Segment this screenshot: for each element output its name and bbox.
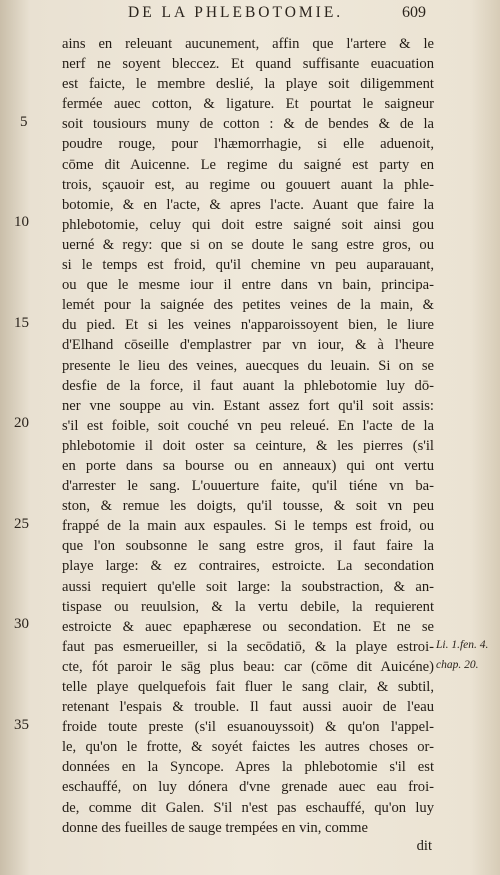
line-number: 10 (14, 214, 29, 230)
text-line: poudre rouge, pour l'hæmorrhagie, si elle aduenoit, (62, 136, 434, 153)
text-line: d'arrester le sang. L'ouuerture faite, qu'il tiéne vn ba- (62, 478, 434, 495)
line-number: 20 (14, 415, 29, 431)
running-head: DE LA PHLEBOTOMIE. (128, 4, 344, 21)
text-line: le, qu'on le frotte, & soyét faictes les autres choses or- (62, 739, 434, 756)
text-line: du pied. Et si les veines n'apparoissoyent bien, le liure (62, 317, 434, 334)
text-line: faut pas esmerueiller, si la secōdatiō, & la playe estroi- (62, 638, 434, 655)
text-line: presente le lieu des veines, auecques du leuain. Si on se (62, 357, 434, 374)
text-line: uerné & regy: que si on se doute le sang estre gros, ou (62, 236, 434, 253)
text-line: fermée auec cotton, & ligature. Et pourtat le saigneur (62, 96, 434, 113)
text-line: que l'on soubsonne le sang estre gros, il faut faire la (62, 538, 434, 555)
page-number: 609 (402, 4, 426, 21)
text-line: playe large: & ez contraires, estroicte. La secondation (62, 558, 434, 575)
text-line: retenant l'espais & trouble. Il faut aussi auoir de l'eau (62, 699, 434, 716)
text-line: estroicte & auec epaphæresе ou secondation. Et ne se (62, 618, 434, 635)
text-line: aussi requiert qu'elle soit large: la soubstraction, & an- (62, 578, 434, 595)
page-header (0, 4, 500, 26)
text-line: donne des fueilles de sauge trempées en vin, comme (62, 819, 368, 836)
text-line: phlebotomie il doit oster sa ceinture, & les pierres (s'il (62, 437, 434, 454)
text-line: telle playe quelquefois fait fluer le sang clair, & subtil, (62, 679, 434, 695)
line-number: 5 (20, 114, 28, 130)
text-line: botomie, & en l'acte, & apres l'acte. Auant que faire la (62, 196, 434, 213)
margin-note: Li. 1.fen. 4. (436, 639, 489, 651)
text-line: eschauffé, on luy dónera d'vne grenade auec eau froi- (62, 779, 434, 796)
text-line: tispase ou reuulsion, & la vertu debile, la requierent (62, 598, 434, 615)
text-line: lemét pour la saignée des petites veines de la main, & (62, 297, 434, 314)
text-line: s'il est foible, soit couché vn peu releué. En l'acte de la (62, 417, 434, 434)
text-line: nerf ne soyent bleccez. Et quand suffisante euacuation (62, 56, 434, 73)
text-line: ner vne souppe au vin. Estant assez fort qu'il soit assis: (62, 397, 434, 414)
text-line: trois, sçauoir est, au regime ou gouuert auant la phle- (62, 176, 434, 193)
text-line: cōme dit Auicenne. Le regime du saigné est party en (62, 156, 434, 173)
text-line: phlebotomie, celuy qui doit estre saigné soit ainsi gou (62, 216, 434, 233)
margin-note: chap. 20. (436, 659, 479, 671)
line-number: 35 (14, 717, 29, 733)
text-line: cte, fót paroir le sāg plus beau: car (cōme dit Auicéne) (62, 658, 434, 675)
text-line: desfie de la force, il faut auant la phlebotomie luy dō- (62, 377, 434, 394)
text-line: en porte dans sa bourse ou en anneaux) qui ont vertu (62, 457, 434, 474)
line-number: 15 (14, 315, 29, 331)
text-line: si le temps est froid, qu'il chemine vn peu auparauant, (62, 257, 434, 274)
text-line: froide toute preste (s'il esuanouyssoit) & qu'on l'appel- (62, 719, 434, 736)
text-line: ains en releuant aucunement, affin que l'artere & le (62, 36, 434, 52)
text-line: est faicte, le membre deslié, la playe soit diligemment (62, 76, 434, 93)
text-line: de, comme dit Galen. S'il n'est pas eschauffé, qu'on luy (62, 799, 434, 816)
text-line: données en la Syncope. Apres la phlebotomie s'il est (62, 759, 434, 776)
catchword: dit (416, 838, 432, 854)
line-number: 30 (14, 616, 29, 632)
text-line: ston, & remue les doigts, qu'il tousse, & soit vn peu (62, 498, 434, 515)
text-line: ou que le mesme iour il entre dans vn bain, principa- (62, 277, 434, 294)
text-line: soit tousiours muny de cotton : & de bendes & de la (62, 116, 434, 133)
body-text (62, 34, 434, 838)
text-line: frappé de la main aux espaules. Si le temps est froid, ou (62, 518, 434, 535)
line-number: 25 (14, 516, 29, 532)
text-line: d'Elhand cōseille d'emplastrer par vn iour, & à l'heure (62, 337, 434, 354)
